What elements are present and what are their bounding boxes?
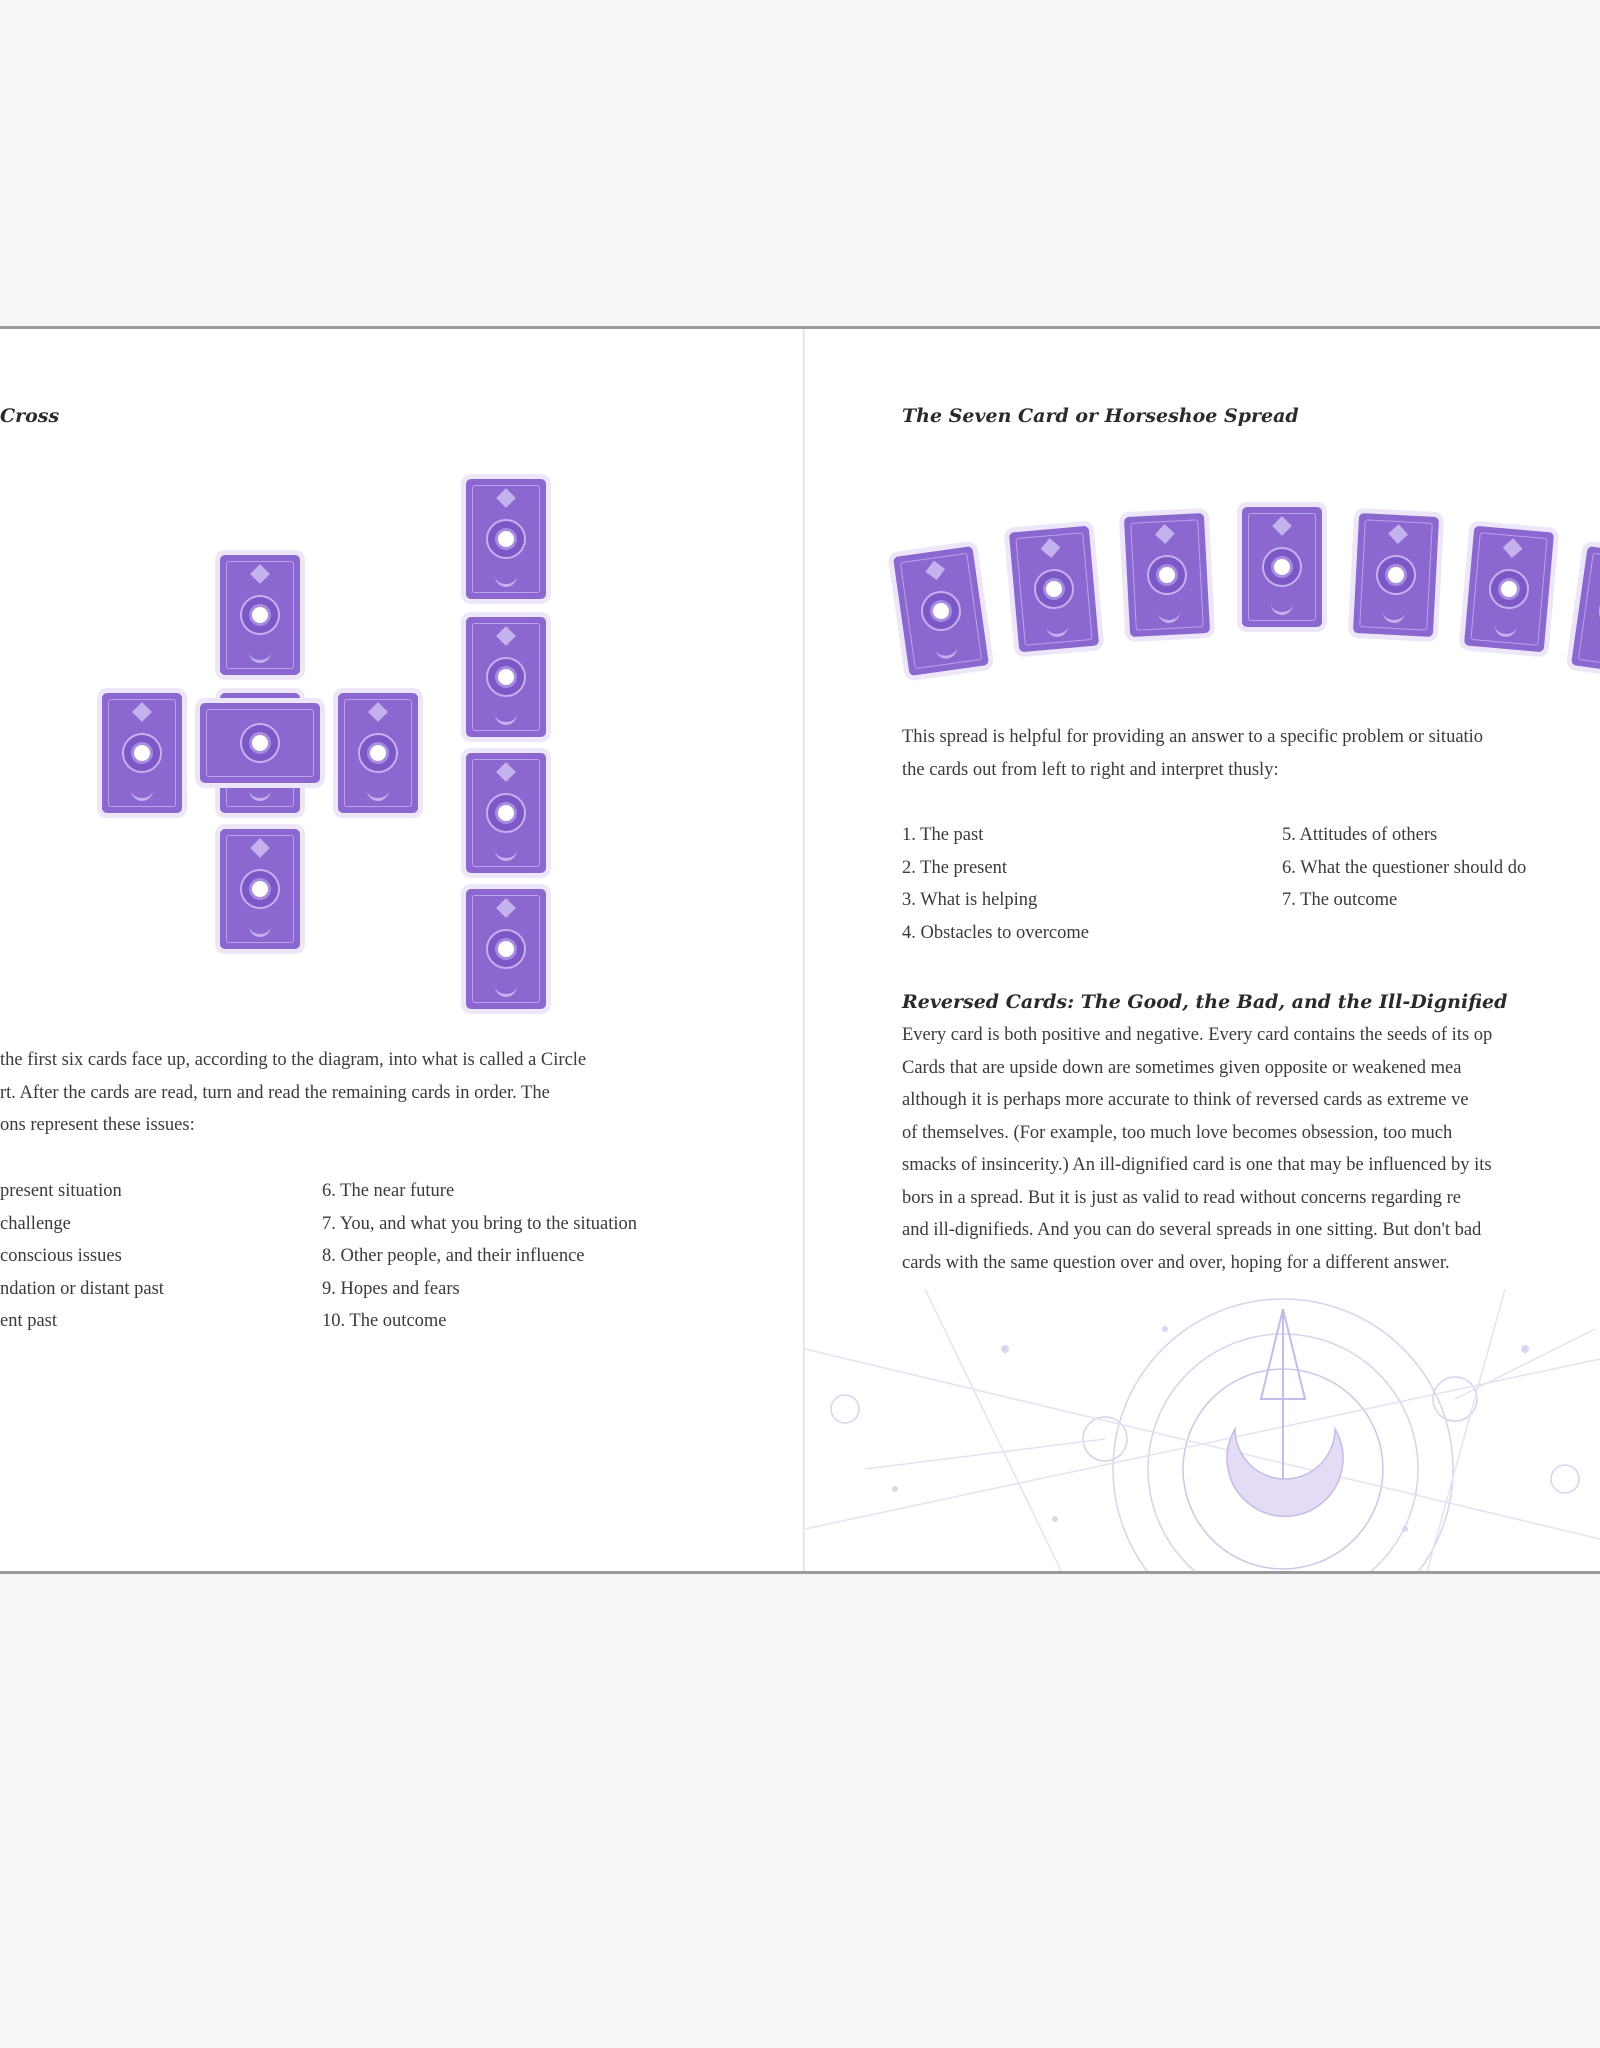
tarot-card-challenge bbox=[200, 703, 320, 783]
right-position-list-2 bbox=[1282, 819, 1526, 917]
list-item: 6. What the questioner should do bbox=[1282, 857, 1527, 878]
list-item: 6. The near future bbox=[322, 1181, 455, 1201]
list-item: present situation bbox=[0, 1181, 122, 1201]
text-line: bors in a spread. But it is just as valid to read without concerns regarding re bbox=[902, 1187, 1461, 1208]
left-page bbox=[0, 329, 803, 1571]
text-line: This spread is helpful for providing an answer to a specific problem or situatio bbox=[902, 727, 1484, 747]
tarot-card-future bbox=[338, 693, 418, 813]
right-page-paragraph bbox=[902, 721, 1483, 786]
tarot-card-crown bbox=[220, 555, 300, 675]
list-item: ent past bbox=[0, 1311, 58, 1331]
list-item: 5. Attitudes of others bbox=[1282, 825, 1438, 845]
reversed-cards-body bbox=[902, 1019, 1492, 1279]
tarot-card-staff-10 bbox=[466, 479, 546, 599]
list-item: 10. The outcome bbox=[322, 1311, 447, 1331]
text-line: ons represent these issues: bbox=[0, 1115, 195, 1135]
tarot-card-horseshoe-6 bbox=[1464, 526, 1554, 653]
right-page-heading: The Seven Card or Horseshoe Spread bbox=[902, 405, 1299, 427]
text-line: the first six cards face up, according to the diagram, into what is called a Circle bbox=[0, 1050, 587, 1070]
tarot-card-horseshoe-7 bbox=[1571, 546, 1600, 676]
tarot-card-horseshoe-2 bbox=[1009, 526, 1099, 653]
tarot-card-horseshoe-1 bbox=[893, 546, 989, 676]
left-position-list-2 bbox=[322, 1175, 637, 1338]
right-page bbox=[805, 329, 1600, 1571]
celestial-moon-illustration bbox=[805, 1289, 1600, 1571]
left-page-paragraph bbox=[0, 1044, 586, 1142]
list-item: conscious issues bbox=[0, 1246, 122, 1266]
tarot-card-foundation bbox=[220, 829, 300, 949]
text-line: and ill-dignifieds. And you can do several spreads in one sitting. But don't bad bbox=[902, 1220, 1482, 1240]
tarot-card-past bbox=[102, 693, 182, 813]
left-position-list-1 bbox=[0, 1175, 164, 1338]
left-page-heading: Cross bbox=[0, 405, 60, 427]
tarot-card-staff-9 bbox=[466, 617, 546, 737]
text-line: Cards that are upside down are sometimes given opposite or weakened mea bbox=[902, 1057, 1462, 1078]
list-item: 1. The past bbox=[902, 825, 984, 845]
tarot-card-staff-8 bbox=[466, 753, 546, 873]
text-line: smacks of insincerity.) An ill-dignified card is one that may be influenced by its bbox=[902, 1155, 1492, 1175]
list-item: 9. Hopes and fears bbox=[322, 1278, 460, 1299]
text-line: the cards out from left to right and interpret thusly: bbox=[902, 759, 1279, 780]
tarot-card-horseshoe-4 bbox=[1242, 507, 1322, 627]
tarot-card-horseshoe-5 bbox=[1353, 513, 1439, 637]
tarot-card-horseshoe-3 bbox=[1124, 513, 1210, 637]
list-item: 7. You, and what you bring to the situation bbox=[322, 1213, 638, 1234]
reversed-cards-subheading: Reversed Cards: The Good, the Bad, and the Ill-Dignified bbox=[902, 991, 1508, 1013]
right-position-list-1 bbox=[902, 819, 1089, 949]
list-item: 2. The present bbox=[902, 857, 1007, 878]
list-item: 7. The outcome bbox=[1282, 890, 1398, 910]
list-item: ndation or distant past bbox=[0, 1278, 164, 1299]
book-spread bbox=[0, 326, 1600, 1574]
list-item: challenge bbox=[0, 1213, 71, 1234]
text-line: of themselves. (For example, too much love becomes obsession, too much bbox=[902, 1122, 1453, 1143]
text-line: cards with the same question over and over, hoping for a different answer. bbox=[902, 1252, 1450, 1273]
list-item: 4. Obstacles to overcome bbox=[902, 922, 1089, 943]
list-item: 8. Other people, and their influence bbox=[322, 1246, 585, 1266]
text-line: Every card is both positive and negative. Every card contains the seeds of its op bbox=[902, 1025, 1493, 1045]
text-line: although it is perhaps more accurate to think of reversed cards as extreme ve bbox=[902, 1090, 1469, 1110]
tarot-card-staff-7 bbox=[466, 889, 546, 1009]
text-line: rt. After the cards are read, turn and read the remaining cards in order. The bbox=[0, 1082, 550, 1103]
list-item: 3. What is helping bbox=[902, 890, 1038, 910]
